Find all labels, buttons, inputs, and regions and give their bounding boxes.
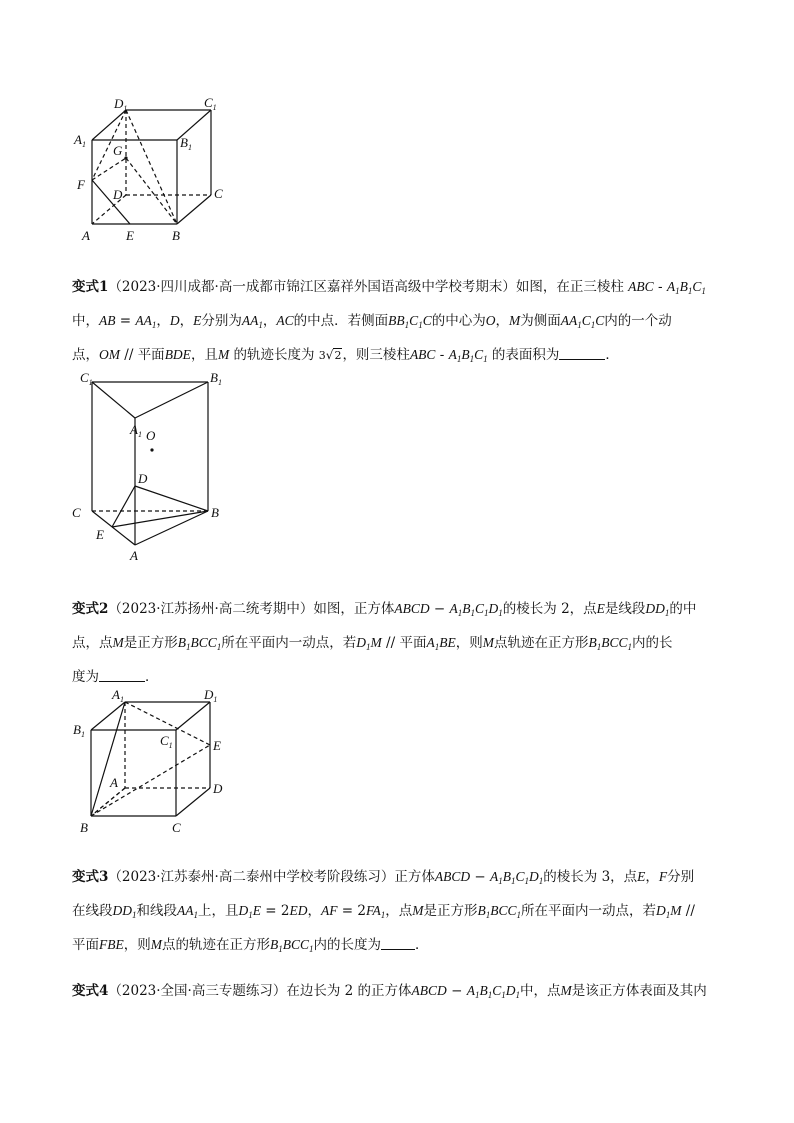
label-C1: $C_1$ xyxy=(204,95,217,112)
problem-source: （2023·江苏泰州·高二泰州中学校考阶段练习）正方体 xyxy=(108,869,435,885)
problem-label: 变式2 xyxy=(72,601,109,617)
label-C1: $C_1$ xyxy=(160,733,173,750)
problem-source: （2023·四川成都·高一成都市锦江区嘉祥外国语高级中学校考期末）如图，在正三棱柱 xyxy=(108,279,624,295)
label-D1: $D_1$ xyxy=(204,687,218,704)
label-C: C xyxy=(172,820,181,835)
label-B: B xyxy=(80,820,88,835)
label-O: O xyxy=(146,428,156,443)
figure-cube-1 xyxy=(70,92,240,242)
label-A: A xyxy=(82,228,90,243)
label-B1: $B_1$ xyxy=(73,722,85,739)
label-E: E xyxy=(96,527,104,542)
answer-blank[interactable] xyxy=(381,937,415,950)
label-B: B xyxy=(211,505,219,520)
label-E: E xyxy=(126,228,134,243)
label-D: D xyxy=(213,781,223,796)
label-D1: $D_1$ xyxy=(114,96,128,113)
label-B1: $B_1$ xyxy=(180,135,192,152)
label-G: G xyxy=(113,143,123,158)
label-A1: $A_1$ xyxy=(112,687,124,704)
label-E: E xyxy=(213,738,221,753)
problem-3: 变式3（2023·江苏泰州·高二泰州中学校考阶段练习）正方体ABCD − $A_1B_1C_1D_1$的棱长为 3，点E，F分别 在线段$DD_1$和线段$AA_1$上，且$D_1E = 2ED$，AF = $2FA_1$，点M是正方形$B_1BCC_1$所在平面内一动点，若$D_1M$ // 平面FBE，则M点的轨迹在正方形$B_1BCC_1$内的长度为 ． xyxy=(72,869,695,954)
label-B: B xyxy=(172,228,180,243)
label-A: A xyxy=(110,775,118,790)
label-A: A xyxy=(130,548,138,563)
problem-source: （2023·江苏扬州·高二统考期中）如图，正方体 xyxy=(108,601,395,617)
label-A1: $A_1$ xyxy=(130,422,142,439)
answer-blank[interactable] xyxy=(559,347,605,360)
label-B1: $B_1$ xyxy=(210,370,222,387)
problem-label: 变式1 xyxy=(72,279,109,295)
label-A1: $A_1$ xyxy=(74,132,86,149)
problem-4: 变式4（2023·全国·高三专题练习）在边长为 2 的正方体ABCD − $A_1B_1C_1D_1$中，点M是该正方体表面及其内 xyxy=(72,983,707,1000)
figure-prism xyxy=(70,368,240,563)
problem-2: 变式2（2023·江苏扬州·高二统考期中）如图，正方体ABCD − $A_1B_1C_1D_1$的棱长为 2，点E是线段$DD_1$的中 点，点M是正方形$B_1BCC_1$所在平面内一动点，若$D_1M$ // 平面$A_1BE$，则M点轨迹在正方形$B_1BCC_1$内的长 度为 ． xyxy=(72,601,697,685)
label-F: F xyxy=(77,177,85,192)
problem-source: （2023·全国·高三专题练习）在边长为 2 的正方体 xyxy=(108,983,412,999)
problem-1: 变式1（2023·四川成都·高一成都市锦江区嘉祥外国语高级中学校考期末）如图，在正三棱柱 ABC - $A_1B_1C_1$ 中，AB = $AA_1$，D，E分别为$AA_1$，AC的中点．若侧面$BB_1C_1C$的中心为O，M为侧面$AA_1C_1C$内的一个动 点，OM // 平面BDE，且M 的轨迹长度为 3√2，则三棱柱ABC - $A_1B_1C_1$ 的表面积为 ． xyxy=(72,279,706,364)
label-C: C xyxy=(214,186,223,201)
label-C: C xyxy=(72,505,81,520)
figure-cube-2 xyxy=(70,684,240,834)
label-D: D xyxy=(113,187,123,202)
label-C1: $C_1$ xyxy=(80,370,93,387)
problem-label: 变式3 xyxy=(72,869,109,885)
label-D: D xyxy=(138,471,148,486)
answer-blank[interactable] xyxy=(99,669,145,682)
problem-label: 变式4 xyxy=(72,983,109,999)
